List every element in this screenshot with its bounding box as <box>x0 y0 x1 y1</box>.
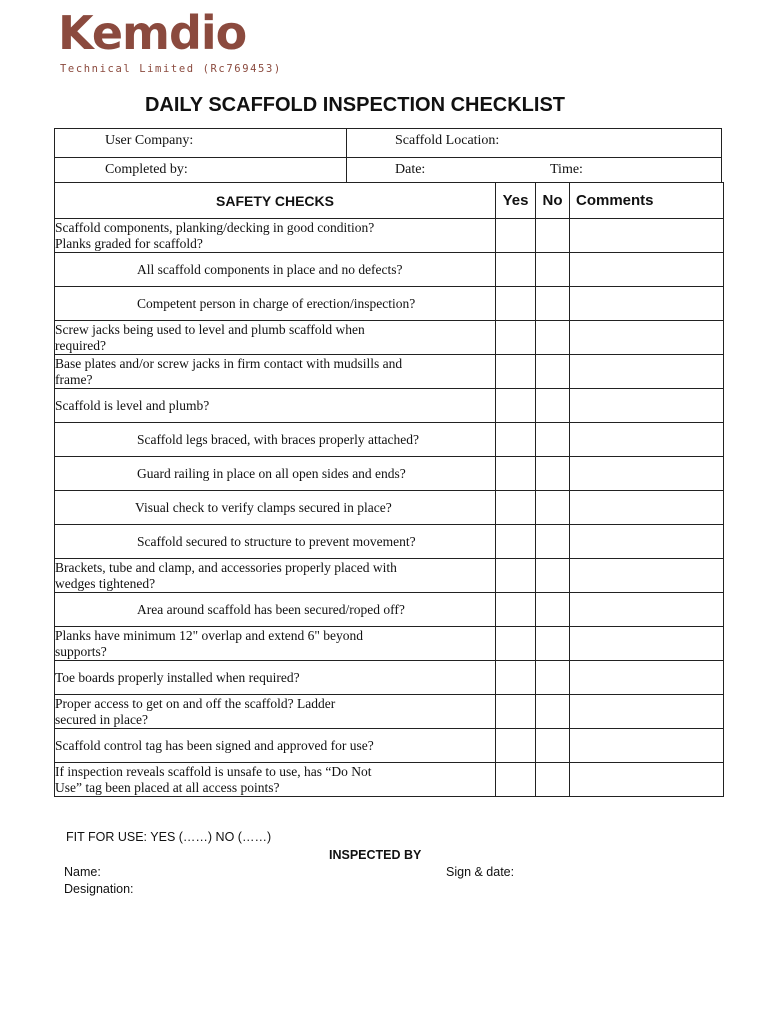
yes-cell[interactable] <box>496 559 536 593</box>
table-row <box>55 491 724 525</box>
scaffold-location-label: Scaffold Location: <box>395 133 500 148</box>
no-cell[interactable] <box>536 253 570 287</box>
table-row <box>55 287 724 321</box>
table-header-row <box>55 183 724 219</box>
no-cell[interactable] <box>536 457 570 491</box>
yes-cell[interactable] <box>496 661 536 695</box>
check-question: Scaffold secured to structure to prevent movement? <box>55 525 496 559</box>
logo-wordmark: Kemdio <box>58 6 247 60</box>
table-row <box>55 389 724 423</box>
company-logo <box>58 6 288 75</box>
page-title: DAILY SCAFFOLD INSPECTION CHECKLIST <box>144 94 566 116</box>
check-question: Area around scaffold has been secured/roped off? <box>55 593 496 627</box>
header-divider-v <box>346 129 347 182</box>
name-label: Name: <box>64 865 101 879</box>
yes-cell[interactable] <box>496 525 536 559</box>
table-row <box>55 729 724 763</box>
table-row <box>55 695 724 729</box>
no-cell[interactable] <box>536 729 570 763</box>
no-cell[interactable] <box>536 491 570 525</box>
check-question: Planks have minimum 12" overlap and extend 6" beyond supports? <box>55 627 496 661</box>
check-question: Visual check to verify clamps secured in place? <box>55 491 496 525</box>
comments-cell[interactable] <box>570 559 724 593</box>
check-question: Competent person in charge of erection/inspection? <box>55 287 496 321</box>
comments-cell[interactable] <box>570 423 724 457</box>
inspected-by-heading: INSPECTED BY <box>329 848 422 862</box>
comments-cell[interactable] <box>570 287 724 321</box>
no-cell[interactable] <box>536 695 570 729</box>
comments-cell[interactable] <box>570 695 724 729</box>
comments-cell[interactable] <box>570 729 724 763</box>
time-label: Time: <box>550 162 583 177</box>
fit-for-use-line: FIT FOR USE: YES (……) NO (……) <box>66 830 272 844</box>
check-question: Scaffold control tag has been signed and approved for use? <box>55 729 496 763</box>
col-yes: Yes <box>496 183 536 219</box>
col-no: No <box>536 183 570 219</box>
check-question: If inspection reveals scaffold is unsafe to use, has “Do Not Use” tag been placed at all access points? <box>55 763 496 797</box>
no-cell[interactable] <box>536 627 570 661</box>
designation-label: Designation: <box>64 882 134 896</box>
check-question: Brackets, tube and clamp, and accessories properly placed with wedges tightened? <box>55 559 496 593</box>
table-row <box>55 627 724 661</box>
safety-checks-table <box>54 182 724 797</box>
comments-cell[interactable] <box>570 219 724 253</box>
check-question: All scaffold components in place and no defects? <box>55 253 496 287</box>
yes-cell[interactable] <box>496 423 536 457</box>
comments-cell[interactable] <box>570 355 724 389</box>
user-company-label: User Company: <box>105 133 194 148</box>
header-fields-box <box>54 128 722 183</box>
col-comments: Comments <box>570 183 724 219</box>
no-cell[interactable] <box>536 287 570 321</box>
comments-cell[interactable] <box>570 661 724 695</box>
check-question: Screw jacks being used to level and plumb scaffold when required? <box>55 321 496 355</box>
comments-cell[interactable] <box>570 491 724 525</box>
yes-cell[interactable] <box>496 763 536 797</box>
no-cell[interactable] <box>536 355 570 389</box>
table-row <box>55 253 724 287</box>
table-row <box>55 559 724 593</box>
yes-cell[interactable] <box>496 695 536 729</box>
table-row <box>55 355 724 389</box>
check-question: Toe boards properly installed when required? <box>55 661 496 695</box>
yes-cell[interactable] <box>496 253 536 287</box>
table-row <box>55 321 724 355</box>
no-cell[interactable] <box>536 559 570 593</box>
comments-cell[interactable] <box>570 389 724 423</box>
no-cell[interactable] <box>536 389 570 423</box>
yes-cell[interactable] <box>496 729 536 763</box>
yes-cell[interactable] <box>496 321 536 355</box>
completed-by-label: Completed by: <box>105 162 188 177</box>
yes-cell[interactable] <box>496 389 536 423</box>
comments-cell[interactable] <box>570 457 724 491</box>
header-divider-h <box>55 157 721 158</box>
check-question: Base plates and/or screw jacks in firm contact with mudsills and frame? <box>55 355 496 389</box>
table-row <box>55 423 724 457</box>
comments-cell[interactable] <box>570 321 724 355</box>
comments-cell[interactable] <box>570 593 724 627</box>
no-cell[interactable] <box>536 423 570 457</box>
check-question: Scaffold components, planking/decking in good condition? Planks graded for scaffold? <box>55 219 496 253</box>
check-question: Scaffold is level and plumb? <box>55 389 496 423</box>
sign-date-label: Sign & date: <box>446 865 515 879</box>
no-cell[interactable] <box>536 321 570 355</box>
table-row <box>55 661 724 695</box>
table-row <box>55 457 724 491</box>
date-label: Date: <box>395 162 426 177</box>
comments-cell[interactable] <box>570 763 724 797</box>
no-cell[interactable] <box>536 763 570 797</box>
no-cell[interactable] <box>536 661 570 695</box>
check-question: Proper access to get on and off the scaffold? Ladder secured in place? <box>55 695 496 729</box>
check-question: Guard railing in place on all open sides and ends? <box>55 457 496 491</box>
yes-cell[interactable] <box>496 457 536 491</box>
yes-cell[interactable] <box>496 491 536 525</box>
table-row <box>55 525 724 559</box>
yes-cell[interactable] <box>496 219 536 253</box>
col-safety-checks: SAFETY CHECKS <box>55 183 496 219</box>
yes-cell[interactable] <box>496 627 536 661</box>
logo-subtitle: Technical Limited (Rc769453) <box>60 63 282 75</box>
yes-cell[interactable] <box>496 355 536 389</box>
no-cell[interactable] <box>536 593 570 627</box>
comments-cell[interactable] <box>570 525 724 559</box>
no-cell[interactable] <box>536 219 570 253</box>
check-question: Scaffold legs braced, with braces properly attached? <box>55 423 496 457</box>
table-row <box>55 763 724 797</box>
yes-cell[interactable] <box>496 593 536 627</box>
comments-cell[interactable] <box>570 627 724 661</box>
table-row <box>55 593 724 627</box>
no-cell[interactable] <box>536 525 570 559</box>
table-row <box>55 219 724 253</box>
comments-cell[interactable] <box>570 253 724 287</box>
yes-cell[interactable] <box>496 287 536 321</box>
